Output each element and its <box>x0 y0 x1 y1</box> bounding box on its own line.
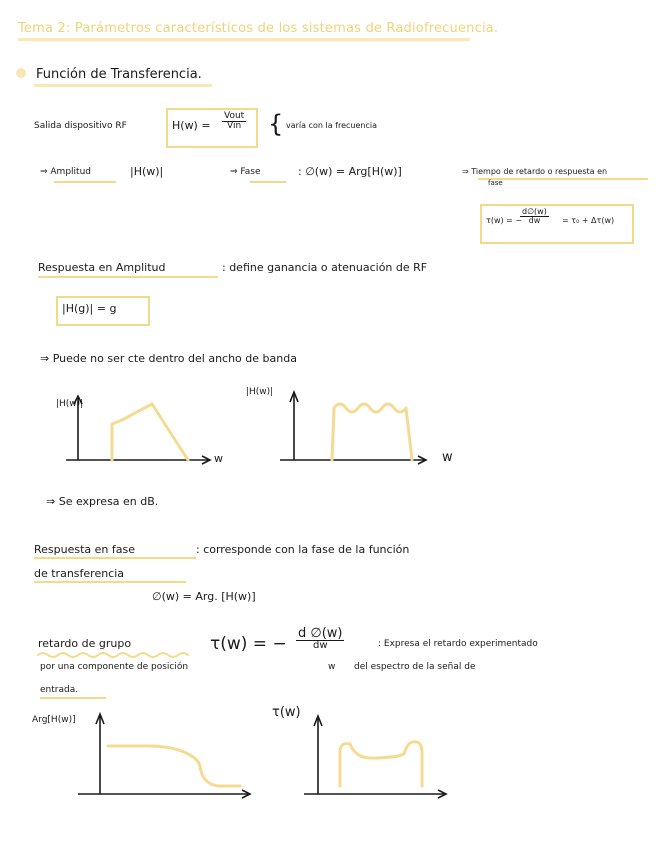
graph4-ylabel: τ(w) <box>272 705 301 720</box>
graph1 <box>60 390 230 470</box>
retardo-note: : Expresa el retardo experimentado <box>378 639 538 649</box>
fase-expr: : ∅(w) = Arg[H(w)] <box>298 165 402 178</box>
tau-numerator: d∅(w) <box>522 207 547 216</box>
puede-text: ⇒ Puede no ser cte dentro del ancho de banda <box>40 352 297 365</box>
graph3 <box>74 710 264 810</box>
resp-fase-head: Respuesta en fase <box>34 543 135 556</box>
hw-fraction <box>222 112 246 131</box>
graph1-curve <box>112 404 188 460</box>
retardo-wavy-underline <box>38 651 194 659</box>
se-expresa-text: ⇒ Se expresa en dB. <box>46 495 159 508</box>
section-heading-underline <box>34 84 212 87</box>
tau-lhs: τ(w) = − <box>486 216 523 225</box>
graph1-xlabel: w <box>214 452 223 465</box>
page-title: Tema 2: Parámetros característicos de los sistemas de Radiofrecuencia. <box>18 21 499 36</box>
retardo-lhs: τ(w) = − <box>210 634 287 654</box>
hw-lhs: H(w) = <box>172 119 211 132</box>
graph2-curve <box>332 404 412 460</box>
graph4-curve <box>340 742 422 786</box>
retardo-line2-b: del espectro de la señal de <box>354 662 476 672</box>
graph1-ylabel: |H(w)| <box>56 399 84 409</box>
graph2-xlabel: w <box>442 450 453 465</box>
resp-fase-underline <box>34 557 196 559</box>
retardo-line3: entrada. <box>40 685 79 695</box>
varia-text: varía con la frecuencia <box>286 121 378 130</box>
tau-rhs: = τ₀ + Δτ(w) <box>562 216 615 225</box>
resp-amp-text: : define ganancia o atenuación de RF <box>222 261 428 274</box>
retardo-denominator: dw <box>312 640 328 651</box>
retardo-fraction <box>296 627 344 651</box>
fase-formula: ∅(w) = Arg. [H(w)] <box>152 590 256 603</box>
amplitud-expr: |H(w)| <box>130 165 164 178</box>
retardo-line2-a: por una componente de posición <box>40 662 189 672</box>
graph4 <box>300 710 460 810</box>
title-underline <box>18 38 470 41</box>
tiempo-note-2: fase <box>488 179 503 187</box>
brace-symbol: { <box>268 110 284 138</box>
amplitud-label: ⇒ Amplitud <box>40 167 91 177</box>
resp-amp-head: Respuesta en Amplitud <box>38 261 166 274</box>
graph3-ylabel: Arg[H(w)] <box>32 715 76 725</box>
tau-fraction <box>520 208 549 225</box>
graph3-curve <box>108 746 240 786</box>
graph2-ylabel: |H(w)| <box>246 387 274 397</box>
retardo-numerator: d ∅(w) <box>298 626 343 641</box>
tau-denominator: dw <box>528 216 541 225</box>
resp-fase-text: : corresponde con la fase de la función <box>196 543 410 556</box>
resp-amp-underline <box>38 276 218 278</box>
tiempo-note-underline <box>478 178 648 180</box>
retardo-line2-w: w <box>328 662 336 672</box>
retardo-head: retardo de grupo <box>38 637 132 650</box>
resp-fase-text2-underline <box>34 581 186 583</box>
tiempo-note-1: ⇒ Tiempo de retardo o respuesta en <box>462 167 608 176</box>
salida-label: Salida dispositivo RF <box>34 121 127 131</box>
amplitud-underline <box>54 181 116 183</box>
graph2 <box>276 388 446 468</box>
hw-numerator: Vout <box>224 111 245 121</box>
resp-fase-text2: de transferencia <box>34 567 125 580</box>
hw-denominator: Vin <box>227 121 242 131</box>
hg-text: |H(g)| = g <box>62 302 117 315</box>
fase-label: ⇒ Fase <box>230 167 261 177</box>
section-heading: Función de Transferencia. <box>36 67 202 82</box>
retardo-line3-underline <box>40 697 106 699</box>
section-bullet <box>16 68 26 78</box>
fase-underline <box>250 181 286 183</box>
